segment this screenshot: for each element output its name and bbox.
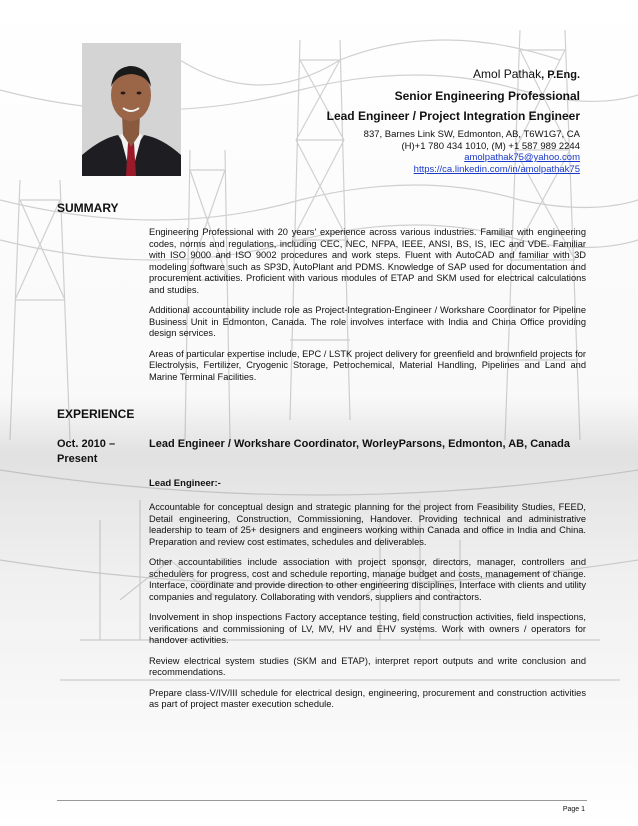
experience-subheading: Lead Engineer:- xyxy=(149,478,221,489)
credential: , P.Eng. xyxy=(541,69,580,81)
profile-photo xyxy=(82,43,181,176)
role-title: Lead Engineer / Project Integration Engineer xyxy=(326,109,580,123)
experience-body xyxy=(149,502,586,720)
summary-body xyxy=(149,227,586,392)
summary-paragraph: Additional accountability include role as Project-Integration-Engineer / Workshare Coordinator for Pipeline Business Unit in Edmonton, Canada. The role involves interface with India and China Office providing design services. xyxy=(149,305,586,338)
date-start: Oct. 2010 – xyxy=(57,438,116,450)
summary-paragraph: Engineering Professional with 20 years' experience across various industries. Familiar with engineering codes, norms and regulations, including CEC, NEC, NFPA, IEEE, ANSI, BS, IS, IEC and VDE. Familiar with ISO 9000 and ISO 9002 procedures and work steps. Fluent with AutoCAD and familiar with 3D modeling software such as SP3D, AutoPlant and PDMS. Knowledge of SAP used for documentation and procurement activities. Proficient with various modules of ETAP and SKM used for electrical calculations and studies. xyxy=(149,227,586,295)
experience-paragraph: Review electrical system studies (SKM and ETAP), interpret report outputs and write conclusion and recommendations. xyxy=(149,655,586,677)
footer-divider xyxy=(57,800,587,801)
name: Amol Pathak xyxy=(473,67,542,81)
experience-paragraph: Other accountabilities include association with project sponsor, directors, manager, controllers and schedulers for progress, cost and schedule reporting, manage budget and costs, management of change. Interface, coordinate and provide direction to other engineering disciplines, Interface with clients and utility companies and regulatory. Collaborating with vendors, suppliers and contractors. xyxy=(149,557,586,602)
address: 837, Barnes Link SW, Edmonton, AB, T6W1G7, CA xyxy=(363,129,580,140)
date-end: Present xyxy=(57,453,98,465)
email-link[interactable]: amolpathak75@yahoo.com xyxy=(464,152,580,163)
linkedin-link[interactable]: https://ca.linkedin.com/in/amolpathak75 xyxy=(413,163,580,175)
experience-heading: EXPERIENCE xyxy=(57,407,135,421)
contact-block xyxy=(364,129,580,175)
phone-numbers: (H)+1 780 434 1010, (M) +1 587 989 2244 xyxy=(401,140,580,152)
name-header xyxy=(473,67,580,81)
page-number: Page 1 xyxy=(562,806,585,813)
experience-role: Lead Engineer / Workshare Coordinator, WorleyParsons, Edmonton, AB, Canada xyxy=(149,438,570,450)
experience-paragraph: Accountable for conceptual design and strategic planning for the project from Feasibility Studies, FEED, Detail engineering, Construction, Commissioning, Handover. Providing technical and administrative leadership to team of 25+ designers and engineers working within Canada and office in India and China. Preparation and review cost estimates, schedules and deliverables. xyxy=(149,502,586,547)
summary-heading: SUMMARY xyxy=(57,201,119,215)
summary-paragraph: Areas of particular expertise include, EPC / LSTK project delivery for greenfield and brownfield projects for Electrolysis, Fertilizer, Cryogenic Storage, Petrochemical, Material Handling, Pipelines and Land and Marine Terminal Facilities. xyxy=(149,348,586,382)
experience-paragraph: Involvement in shop inspections Factory acceptance testing, field construction activities, field inspections, verifications and commissioning of LV, MV, HV and EHV systems. Work with owners / operators for handover activities. xyxy=(149,612,586,645)
headline-title: Senior Engineering Professional xyxy=(394,89,580,103)
experience-paragraph: Prepare class-V/IV/III schedule for electrical design, engineering, procurement and construction activities as part of project master execution schedule. xyxy=(149,687,586,709)
experience-dates xyxy=(57,437,115,467)
